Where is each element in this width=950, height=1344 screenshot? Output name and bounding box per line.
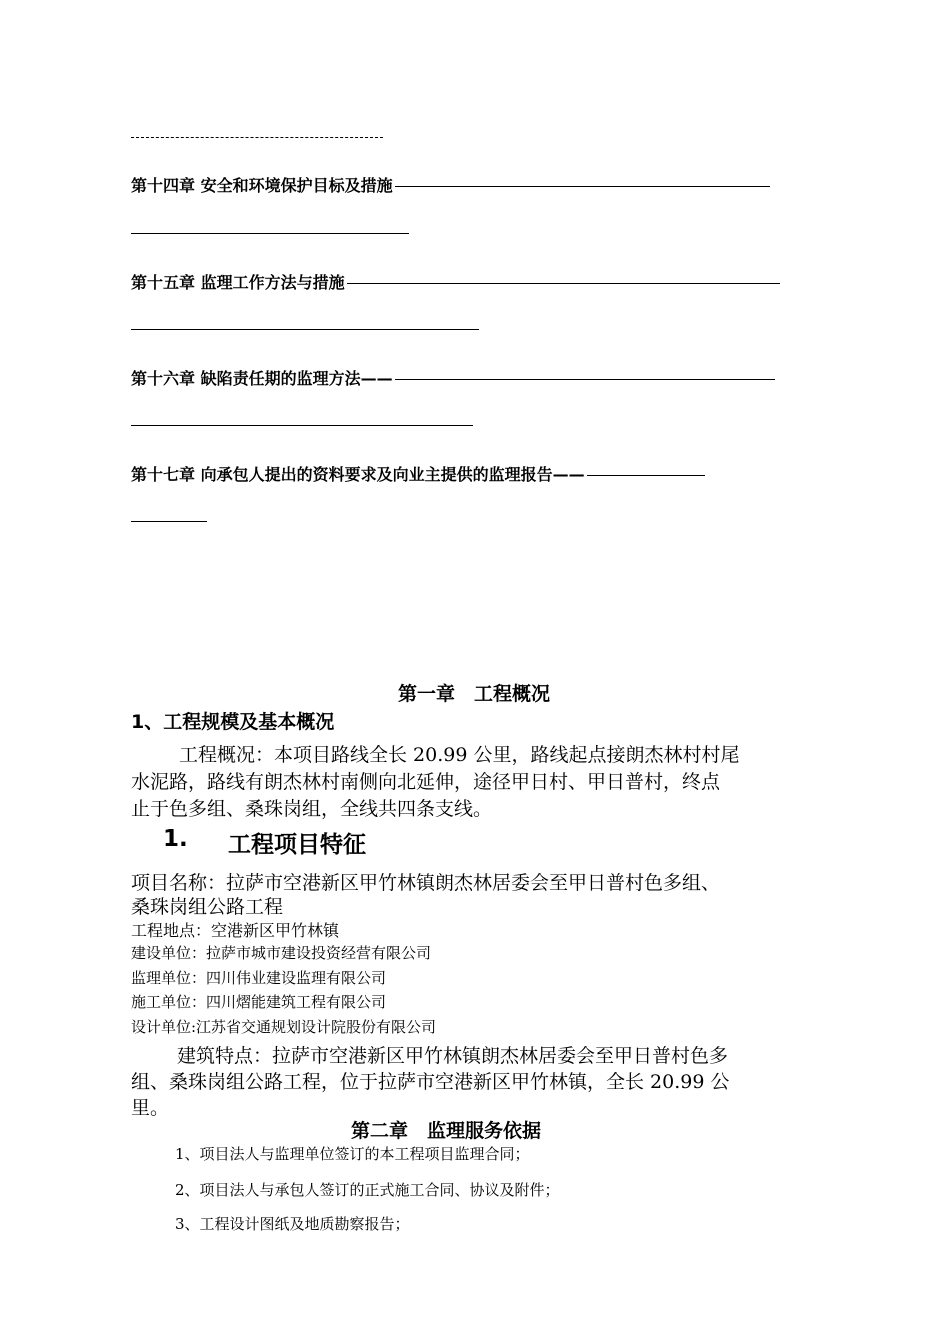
toc-entry-ch14[interactable] <box>131 173 770 196</box>
basis-list-item: 3、工程设计图纸及地质勘察报告； <box>175 1215 410 1233</box>
project-name-line: 项目名称：拉萨市空港新区甲竹林镇朗杰林居委会至甲日普村色多组、 <box>131 872 721 894</box>
toc-entry-label: 第十四章 安全和环境保护目标及措施 <box>131 176 393 195</box>
toc-entry-ch17[interactable] <box>131 462 705 485</box>
toc-leader-line <box>131 329 479 330</box>
toc-entry-label: 第十六章 缺陷责任期的监理方法—— <box>131 369 393 388</box>
contractor-unit: 施工单位：四川熠能建筑工程有限公司 <box>131 993 387 1011</box>
section-number: 1. <box>163 826 188 852</box>
toc-entry-ch16[interactable] <box>131 366 775 389</box>
section-title: 1、工程规模及基本概况 <box>131 711 335 733</box>
chapter2-title: 第二章 监理服务依据 <box>351 1120 542 1142</box>
toc-leader-line <box>131 425 473 426</box>
toc-entry-label: 第十五章 监理工作方法与措施 <box>131 273 345 292</box>
toc-leader-line <box>131 521 207 522</box>
toc-entry-label: 第十七章 向承包人提出的资料要求及向业主提供的监理报告—— <box>131 465 585 484</box>
project-location: 工程地点：空港新区甲竹林镇 <box>131 921 340 940</box>
supervisor-unit: 监理单位：四川伟业建设监理有限公司 <box>131 969 387 987</box>
overview-paragraph-line: 水泥路，路线有朗杰林村南侧向北延伸，途径甲日村、甲日普村，终点 <box>131 771 721 793</box>
basis-list-item: 2、项目法人与承包人签订的正式施工合同、协议及附件； <box>175 1181 560 1199</box>
chapter1-title: 第一章 工程概况 <box>398 683 551 705</box>
builder-unit: 建设单位：拉萨市城市建设投资经营有限公司 <box>131 944 432 962</box>
features-paragraph-line: 组、桑珠岗组公路工程，位于拉萨市空港新区甲竹林镇，全长 20.99 公 <box>131 1071 730 1093</box>
features-paragraph-line: 里。 <box>131 1097 170 1119</box>
overview-paragraph-line: 工程概况：本项目路线全长 20.99 公里，路线起点接朗杰林村村尾 <box>179 744 740 766</box>
toc-leader-line <box>131 137 383 138</box>
toc-leader-line <box>131 233 409 234</box>
basis-list-item: 1、项目法人与监理单位签订的本工程项目监理合同； <box>175 1145 530 1163</box>
designer-unit: 设计单位:江苏省交通规划设计院股份有限公司 <box>131 1018 437 1036</box>
features-paragraph-line: 建筑特点：拉萨市空港新区甲竹林镇朗杰林居委会至甲日普村色多 <box>177 1045 729 1067</box>
overview-paragraph-line: 止于色多组、桑珠岗组，全线共四条支线。 <box>131 798 493 820</box>
toc-entry-ch15[interactable] <box>131 270 780 293</box>
section-title: 工程项目特征 <box>228 832 366 858</box>
project-name-line: 桑珠岗组公路工程 <box>131 896 284 918</box>
